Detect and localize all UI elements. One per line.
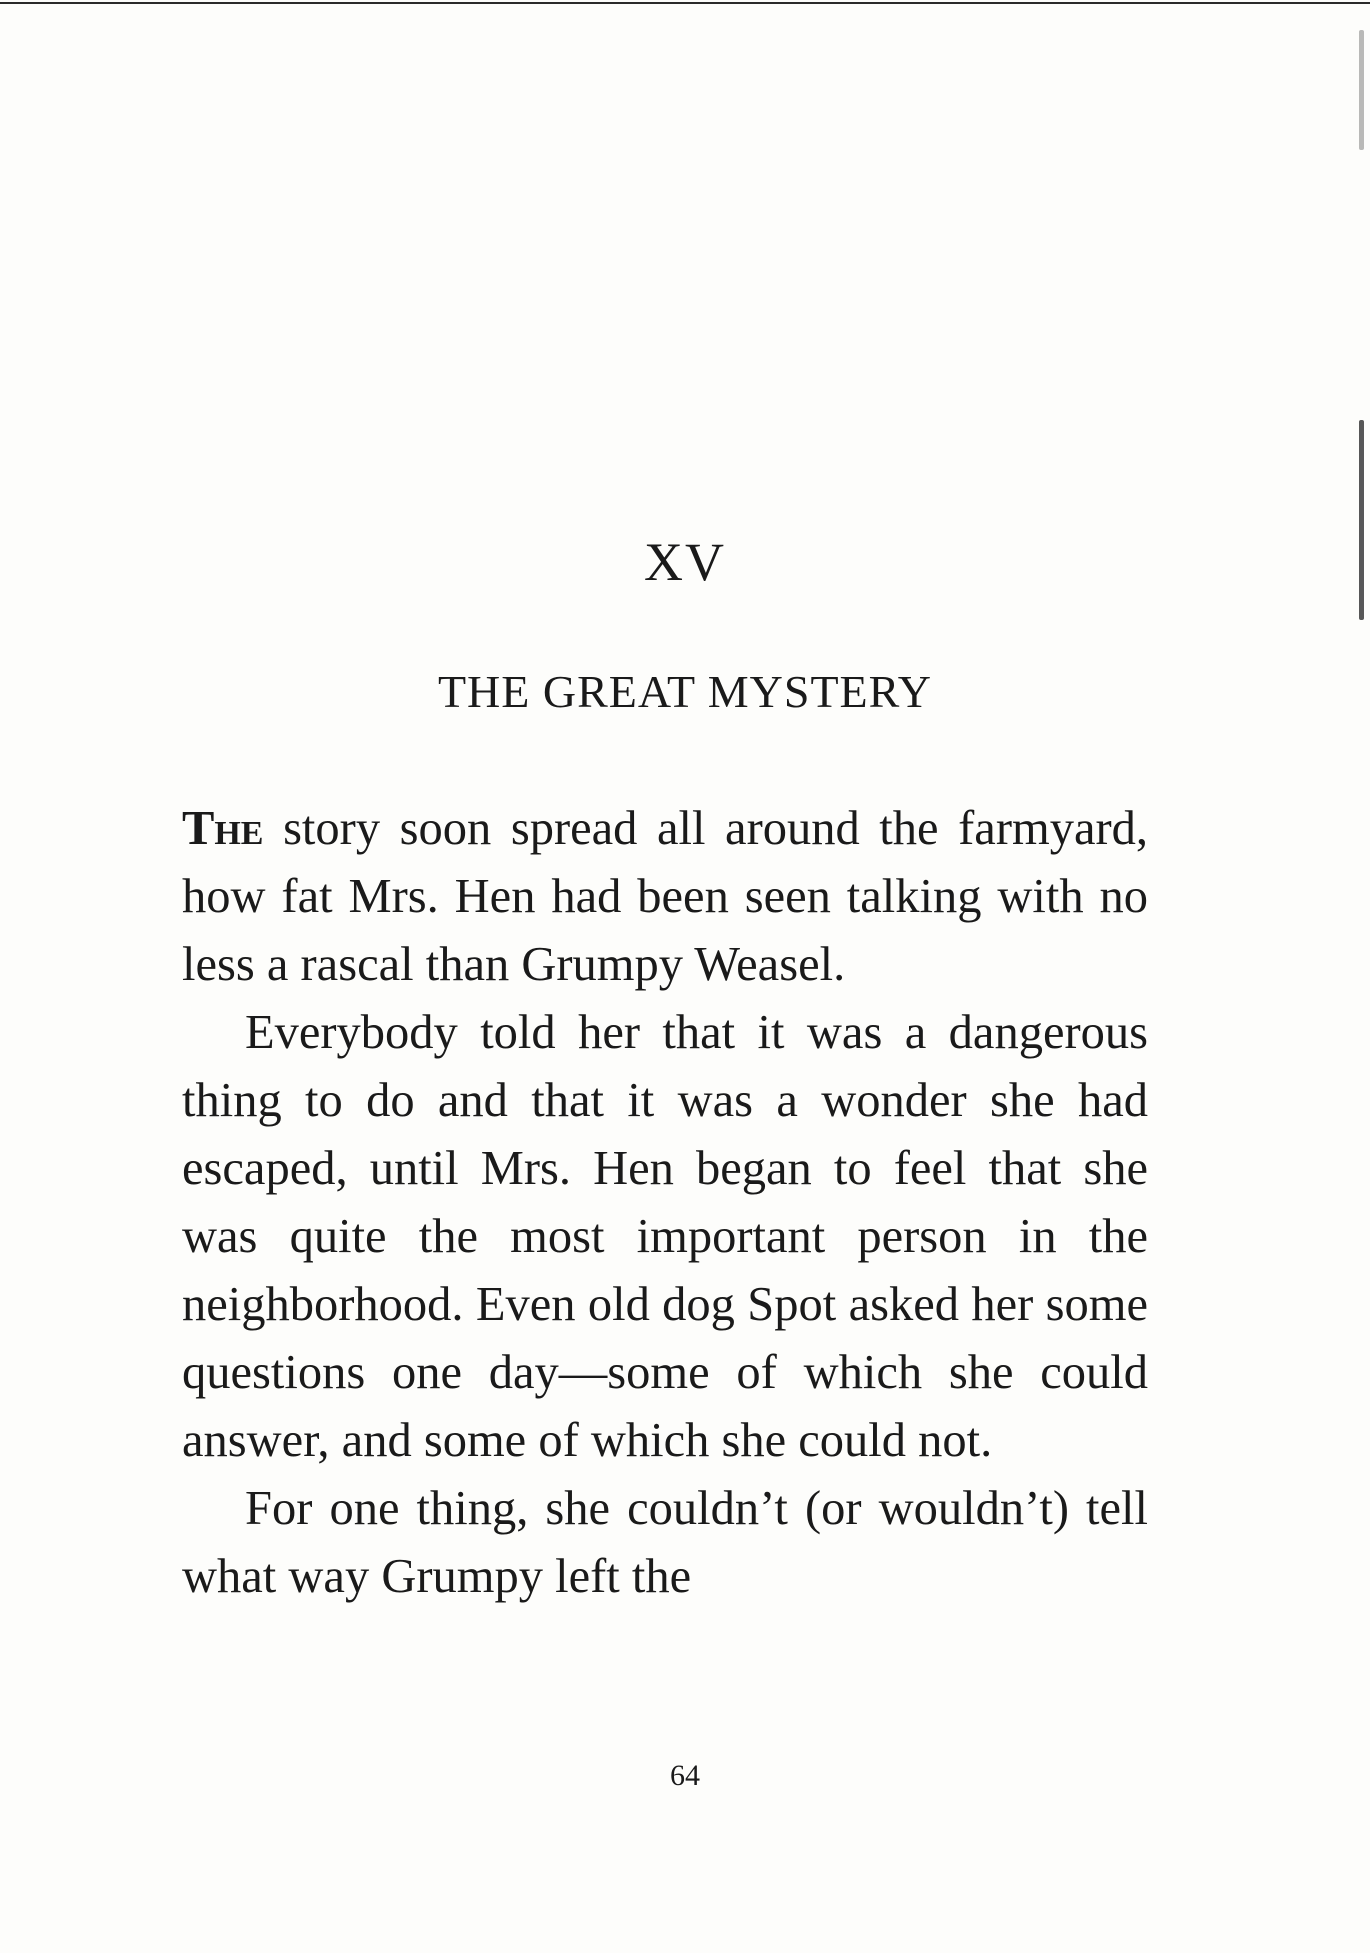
paragraph-1: [182, 795, 1148, 999]
paragraph-1-text: story soon spread all around the farmyard, how fat Mrs. Hen had been seen talking with no less a rascal than Grumpy Weasel.: [182, 802, 1148, 991]
paragraph-2: Everybody told her that it was a dangerous thing to do and that it was a wonder she had escaped, until Mrs. Hen began to feel that she was quite the most important person in the neighborhood. Even old dog Spot asked her some questions one day—some of which she could answer, and some of which she could not.: [182, 1006, 1148, 1467]
chapter-number: XV: [644, 532, 726, 592]
chapter-body: [182, 795, 1148, 1611]
top-border-rule: [0, 2, 1370, 4]
page-edge-mark: [1359, 30, 1364, 150]
chapter-title: THE GREAT MYSTERY: [437, 666, 933, 717]
drop-lead-word: The: [182, 802, 264, 855]
paragraph-3: For one thing, she couldn’t (or wouldn’t) tell what way Grumpy left the: [182, 1482, 1148, 1603]
page-number: 64: [670, 1759, 700, 1792]
